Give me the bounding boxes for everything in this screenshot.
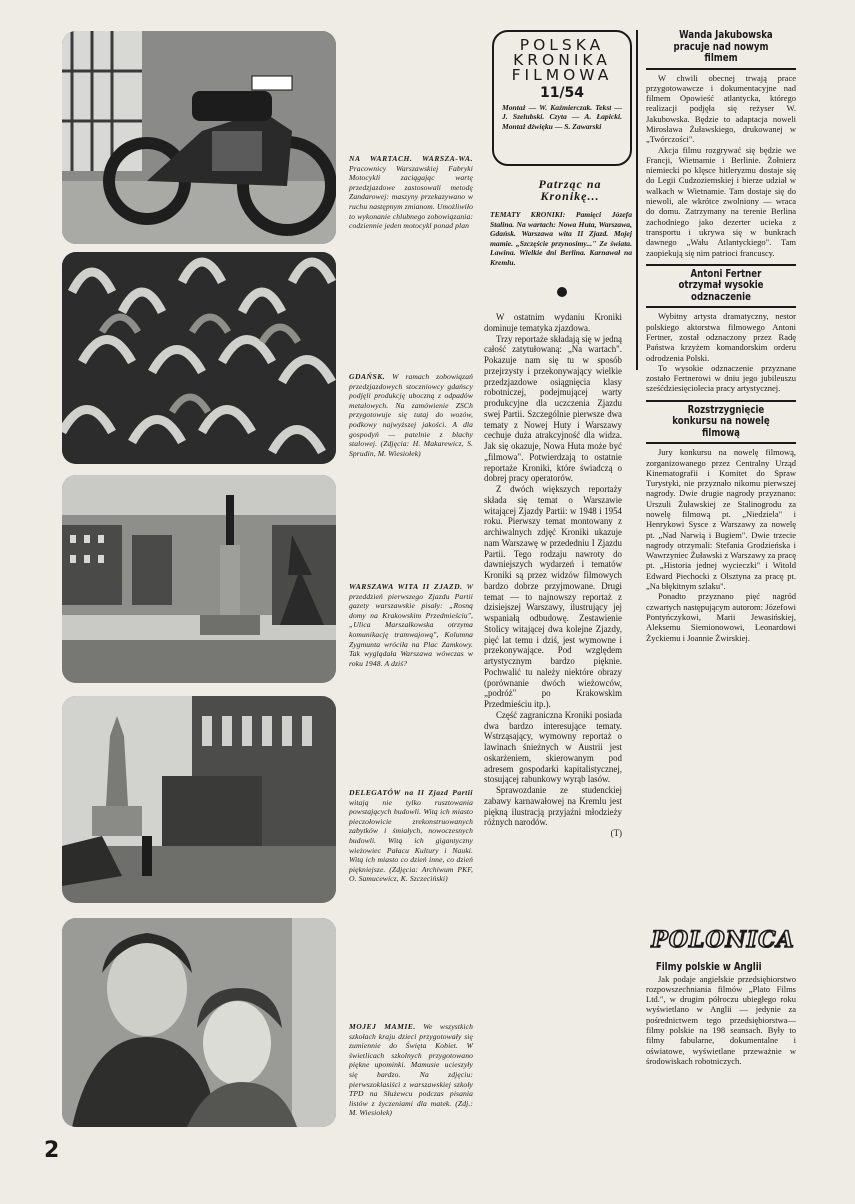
caption-na-wartach: NA WARTACH. WARSZA-WA. Pracownicy Warszawskiej Fabryki Motocykli zaciągając wartę przedzjazdowe zastosowali metodę Zandarowej: maszyny przekazywano w ruchu następnym zmianom. Umożliwiło to wykonanie chlubnego zobowiązania: codziennie jeden motocykl ponad plan [349,154,473,231]
separator-dot [557,287,567,297]
main-article [484,312,622,839]
main-article-para: Sprawozdanie ze studenckiej zabawy karnawałowej na Kremlu jest piękną ilustracją przyjaźni młodzieży różnych narodów. [484,785,622,828]
caption-warszawa-wita: WARSZAWA WITA II ZJAZD. W przeddzień pierwszego Zjazdu Partii gazety warszawskie pisały: „Rosną domy na Krakowskim Przedmieściu", „Ulica Marszałkowska otrzyma komunikację tramwajową", Kolumna Zygmunta wróciła na Plac Zamkowy. Tak wyglądała Warszawa wówczas w roku 1948. A dziś? [349,582,473,668]
photo-warsaw-1948 [62,475,336,683]
photo-motorcycle [62,31,336,244]
main-article-para: Część zagraniczna Kroniki posiada dwa bardzo interesujące tematy. Wstrząsający, wymowny reportaż o lawinach śnieżnych w Austrii jest oskarżeniem, skierowanym pod adresem gospodarki kapitalistycznej, stosującej rabunkowy wyrąb lasów. [484,709,622,785]
polonica-logo: POLONICA [651,927,795,953]
caption-delegatow: DELEGATÓW na II Zjazd Partii witają nie tylko rusztowania powstających budowli. Witą ich miasto pieczołowicie zrekonstruowanych zabytków i śmiałych, nowoczesnych budowli. Witą ich gigantyczny wieżowiec Pałacu Kultury i Nauki. Witą ich miasto co dzień inne, co dzień piękniejsze. (Zdjęcia: Archiwum PKF, O. Samucewicz, K. Szczeciński) [349,788,473,884]
main-article-para: W ostatnim wydaniu Kroniki dominuje tematyka zjazdowa. [484,312,622,333]
caption-gdansk: GDAŃSK. W ramach zobowiązań przedzjazdowych stoczniowcy gdańscy podjęli produkcję uboczną z odpadów metalowych. Na zamówienie ZSCh przygotowuje się tutaj do wozów, podkowy najwyższej jakości. A dla gospodyń — patelnie z blachy stalowej. (Zdjęcia: H. Makarewicz, S. Sprudin, M. Wiesiołek) [349,372,474,458]
heading-jakubowska: Wanda Jakubowska pracuje nad nowym filmem [673,29,773,64]
jakubowska-para: Akcja filmu rozgrywać się będzie we Francji, Wietnamie i Berlinie. Żołnierz niemiecki po klęsce hitleryzmu dostaje się do Legii Cudzoziemskiej i bierze udział w walkach w Wietnamie. Tam dostaje się do niewoli, ale wkrótce zwolniony — wraca do domu. Zatrzymany na terenie Berlina zachodniego jako dezerter ucieka z transportu i ukrywa się w bunkrach dawnego „Wału Atlantyckiego". Tam zaopiekują się nim patrioci francuscy. [646,144,796,258]
main-article-para: Trzy reportaże składają się w jedną całość zatytułowaną: „Na wartach". Pokazuje nam się tu w sposób przejrzysty i przekonywający wielkie przedzjazdowe osiągnięcia klasy robotniczej, podejmującej warty produkcyjne dla uczczenia Zjazdu swej Partii. Szczególnie pierwsze dwa tematy z Nowej Huty i Warszawy cechuje duża atrakcyjność dla widza. Jak się okazuje, Nowa Huta może być „filmowa". Potwierdzają to ostatnie reportaże Kroniki, które świadczą o dobrej pracy operatorów. [484,333,622,484]
page-number: 2 [44,1138,60,1163]
main-article-para: Z dwóch większych reportaży składa się temat o Warszawie witającej Zjazdy Partii: w 1948 i 1954 roku. Pierwszy temat montowany z archiwalnych zdjęć Kroniki ukazuje nam Warszawę w przededniu I Zjazdu Partii. Tego rodzaju nawroty do dawniejszych wydarzeń i tematów Kroniki są przez widzów filmowych bardzo dobrze przyjmowane. Drugi temat — to najnowszy reportaż z dzisiejszej Warszawy, ilustrujący jej wspaniałą odbudowę. Zestawienie Stolicy witającej dwa kolejne Zjazdy, pięć lat temu i dziś, jest wymowne i przekonywające. Pod względem artystycznym bardzo pięknie. Pochwalić tu należy niektóre obrazy (porównanie dwóch wieżowców, „podróż" po Krakowskim Przedmieściu itp.). [484,484,622,709]
divider [646,442,796,444]
divider [646,400,796,402]
box-issue-number: 11/54 [539,85,585,101]
photo-horseshoes [62,252,336,464]
box-line-2: KRONIKA [513,51,611,69]
box-line-1: POLSKA [519,36,605,54]
patrzac-heading: Patrząc na Kronikę... [538,177,602,203]
photo-warsaw-1954 [62,696,336,903]
column-divider [636,30,638,370]
tematy-kroniki: TEMATY KRONIKI: Pamięci Józefa Stalina. Na wartach: Nowa Huta, Warszawa, Gdańsk. Warszawa wita II Zjazd. Mojej mamie. „Szczęście przynosimy..." Ze świata. Lawina. Wielkie dni Berlina. Karnawał na Kremlu. [490,210,632,267]
divider [646,306,796,308]
box-credits: Montaż — W. Kaźmierczak. Tekst — J. Szelubski. Czyta — A. Łapicki. Montaż dźwięku — S. Zawarski [502,103,622,131]
jakubowska-para: W chwili obecnej trwają prace przygotowawcze i dokumentacyjne nad filmem Opowieść atlantycka, którego realizacji podjęła się reżyser W. Jakubowska. Będzie to adaptacja noweli Mirosława Żuławskiego, drukowanej w „Twórczości". [646,72,796,145]
konkurs-para: Ponadto przyznano pięć nagród czwartych następującym autorom: Józefowi Pontyńczykowi, Marii Jewasińskiej, Aleksemu Siemionowowi, Leonardowi Życkiemu i Joannie Żwirskiej. [646,591,796,643]
right-column-bottom [646,962,796,1066]
divider [646,264,796,266]
anglia-para: Jak podaje angielskie przedsiębiorstwo rozpowszechniania filmów „Plato Films Ltd.", w drugim półroczu ubiegłego roku wyświetlano w Anglii — jedynie za pośrednictwem tego przedsiębiorstwa—filmy polskie na 198 seansach. Były to filmy fabularne, dokumentalne i oświatowe, wyświetlane przeważnie w środowiskach robotniczych. [646,973,796,1066]
divider [646,68,796,70]
fertner-para: To wysokie odznaczenie przyznane zostało Fertnerowi w dniu jego jubileuszu sześćdziesięciolecia pracy artystycznej. [646,362,796,394]
heading-filmy-anglii: Filmy polskie w Anglii [655,961,762,973]
kronika-title-box [492,30,632,166]
photo-mother-daughter [62,918,336,1127]
heading-fertner: Antoni Fertner otrzymał wysokie odznaczenie [678,267,764,303]
main-article-signature: (T) [610,828,622,838]
heading-konkurs: Rozstrzygnięcie konkursu na nowelę filmową [672,403,770,439]
right-column [646,30,796,643]
konkurs-para: Jury konkursu na nowelę filmową, zorganizowanego przez Centralny Urząd Kinematografii i Komitet do Spraw Turystyki, nie przyznało nikomu pierwszej nagrody. Dwie drugie nagrody przyznano: Urszuli Żuławskiej ze Stalinogrodu za nowelę filmową pt. „Niedziela" i Henrykowi Sysce z Warszawy za nowelę pt. „Nad Narwią i Bugiem". Dwie trzecie nagrody otrzymali: Stefania Grodzieńska i Wawrzyniec Żuławski z Warszawy za pracę pt. „Historia jednej wycieczki" i Witold Edward Piechocki z Olsztyna za pracę pt. „Na błękitnym szlaku". [646,447,796,592]
caption-mojej-mamie: MOJEJ MAMIE. We wszystkich szkołach kraju dzieci przygotowały się zumiennie do Święta Kobiet. W świetlicach szkolnych przygotowano piękne upominki. Mamusie ucieszyły się bardzo. Na zdjęciu: pierwszoklasiści z warszawskiej szkoły TPD na Służewcu podczas pisania listów z życzeniami dla matek. (Zdj.: M. Wiesiołek) [349,1022,473,1118]
box-line-3: FILMOWA [511,66,613,84]
fertner-para: Wybitny artysta dramatyczny, nestor polskiego aktorstwa filmowego Antoni Fertner, został odznaczony przez Radę Państwa krzyżem komandorskim orderu odrodzenia Polski. [646,311,796,363]
